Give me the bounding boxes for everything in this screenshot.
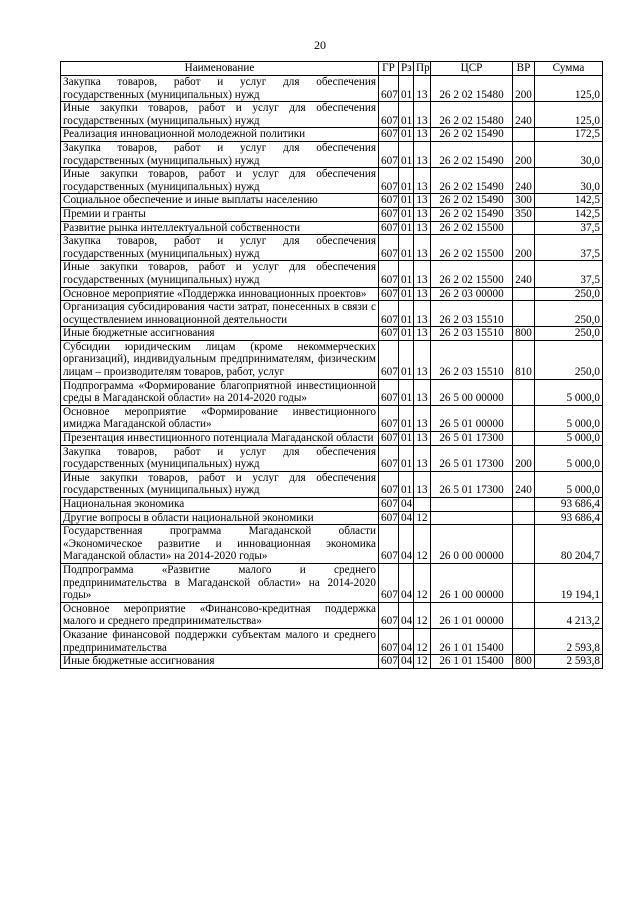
cell-csr: 26 2 02 15500 [431, 221, 513, 235]
cell-rz: 01 [399, 128, 414, 142]
cell-pr: 13 [414, 221, 431, 235]
cell-pr: 12 [414, 628, 431, 654]
cell-csr: 26 2 02 15480 [431, 102, 513, 128]
cell-vr: 800 [513, 655, 535, 669]
cell-vr [513, 628, 535, 654]
cell-sum: 37,5 [535, 261, 603, 287]
cell-csr: 26 0 00 00000 [431, 525, 513, 564]
cell-csr: 26 2 02 15480 [431, 76, 513, 102]
budget-table [60, 61, 603, 669]
cell-gr: 607 [379, 563, 399, 602]
cell-pr: 12 [414, 563, 431, 602]
cell-csr [431, 511, 513, 525]
cell-vr [513, 287, 535, 301]
cell-rz: 04 [399, 655, 414, 669]
cell-sum: 5 000,0 [535, 445, 603, 471]
cell-name: Социальное обеспечение и иные выплаты населению [61, 194, 379, 208]
column-header-csr: ЦСР [431, 62, 513, 76]
table-row [61, 128, 603, 142]
cell-csr [431, 498, 513, 512]
cell-pr: 12 [414, 602, 431, 628]
cell-csr: 26 2 02 15490 [431, 168, 513, 194]
cell-name: Государственная программа Магаданской области «Экономическое развитие и инновационная экономика Магаданской области» на 2014-2020 годы» [61, 525, 379, 564]
cell-gr: 607 [379, 602, 399, 628]
cell-sum: 80 204,7 [535, 525, 603, 564]
table-row [61, 141, 603, 167]
cell-csr: 26 5 00 00000 [431, 379, 513, 405]
cell-rz: 01 [399, 432, 414, 446]
cell-name: Закупка товаров, работ и услуг для обеспечения государственных (муниципальных) нужд [61, 76, 379, 102]
column-header-pr: Пр [414, 62, 431, 76]
column-header-vr: ВР [513, 62, 535, 76]
cell-vr [513, 525, 535, 564]
cell-csr: 26 2 03 15510 [431, 340, 513, 379]
cell-sum: 250,0 [535, 287, 603, 301]
cell-rz: 04 [399, 628, 414, 654]
cell-name: Национальная экономика [61, 498, 379, 512]
cell-name: Иные бюджетные ассигнования [61, 655, 379, 669]
cell-vr: 200 [513, 235, 535, 261]
cell-vr [513, 301, 535, 327]
cell-rz: 01 [399, 261, 414, 287]
cell-vr [513, 432, 535, 446]
cell-pr: 13 [414, 76, 431, 102]
cell-gr: 607 [379, 445, 399, 471]
cell-gr: 607 [379, 102, 399, 128]
cell-vr: 200 [513, 445, 535, 471]
cell-name: Оказание финансовой поддержки субъектам малого и среднего предпринимательства [61, 628, 379, 654]
column-header-rz: Рз [399, 62, 414, 76]
cell-name: Закупка товаров, работ и услуг для обеспечения государственных (муниципальных) нужд [61, 235, 379, 261]
cell-sum: 4 213,2 [535, 602, 603, 628]
cell-name: Иные закупки товаров, работ и услуг для обеспечения государственных (муниципальных) нужд [61, 102, 379, 128]
cell-pr: 12 [414, 525, 431, 564]
cell-csr: 26 1 01 00000 [431, 602, 513, 628]
cell-rz: 01 [399, 405, 414, 431]
cell-name: Иные закупки товаров, работ и услуг для обеспечения государственных (муниципальных) нужд [61, 261, 379, 287]
cell-gr: 607 [379, 261, 399, 287]
cell-csr: 26 2 02 15490 [431, 194, 513, 208]
table-row [61, 628, 603, 654]
cell-sum: 37,5 [535, 235, 603, 261]
cell-pr: 13 [414, 445, 431, 471]
cell-vr [513, 221, 535, 235]
cell-pr: 13 [414, 340, 431, 379]
cell-name: Иные закупки товаров, работ и услуг для обеспечения государственных (муниципальных) нужд [61, 168, 379, 194]
cell-pr: 13 [414, 102, 431, 128]
table-row [61, 655, 603, 669]
cell-vr: 240 [513, 261, 535, 287]
table-row [61, 235, 603, 261]
cell-gr: 607 [379, 301, 399, 327]
cell-vr: 300 [513, 194, 535, 208]
cell-rz: 01 [399, 194, 414, 208]
cell-gr: 607 [379, 76, 399, 102]
cell-gr: 607 [379, 511, 399, 525]
cell-rz: 01 [399, 221, 414, 235]
cell-rz: 01 [399, 141, 414, 167]
cell-pr: 13 [414, 194, 431, 208]
cell-rz: 01 [399, 301, 414, 327]
cell-sum: 250,0 [535, 301, 603, 327]
cell-vr [513, 498, 535, 512]
cell-rz: 01 [399, 102, 414, 128]
cell-gr: 607 [379, 525, 399, 564]
cell-vr [513, 563, 535, 602]
cell-gr: 607 [379, 194, 399, 208]
cell-rz: 01 [399, 168, 414, 194]
cell-csr: 26 5 01 17300 [431, 471, 513, 497]
cell-rz: 01 [399, 445, 414, 471]
cell-pr: 13 [414, 141, 431, 167]
cell-name: Другие вопросы в области национальной экономики [61, 511, 379, 525]
cell-rz: 01 [399, 340, 414, 379]
table-row [61, 498, 603, 512]
cell-sum: 93 686,4 [535, 511, 603, 525]
cell-vr [513, 379, 535, 405]
table-row [61, 261, 603, 287]
table-row [61, 221, 603, 235]
cell-pr: 12 [414, 655, 431, 669]
cell-vr: 200 [513, 76, 535, 102]
cell-sum: 2 593,8 [535, 655, 603, 669]
cell-csr: 26 2 02 15500 [431, 235, 513, 261]
table-row [61, 563, 603, 602]
cell-csr: 26 1 01 15400 [431, 655, 513, 669]
cell-sum: 93 686,4 [535, 498, 603, 512]
cell-gr: 607 [379, 405, 399, 431]
cell-rz: 01 [399, 207, 414, 221]
table-row [61, 340, 603, 379]
table-row [61, 327, 603, 341]
cell-name: Основное мероприятие «Поддержка инновационных проектов» [61, 287, 379, 301]
cell-gr: 607 [379, 128, 399, 142]
cell-vr [513, 602, 535, 628]
cell-pr: 13 [414, 287, 431, 301]
cell-gr: 607 [379, 628, 399, 654]
cell-sum: 5 000,0 [535, 405, 603, 431]
cell-csr: 26 1 00 00000 [431, 563, 513, 602]
cell-pr: 13 [414, 327, 431, 341]
cell-name: Подпрограмма «Развитие малого и среднего предпринимательства в Магаданской области» на 2014-2020 годы» [61, 563, 379, 602]
cell-rz: 01 [399, 327, 414, 341]
cell-name: Презентация инвестиционного потенциала Магаданской области [61, 432, 379, 446]
table-row [61, 432, 603, 446]
cell-name: Закупка товаров, работ и услуг для обеспечения государственных (муниципальных) нужд [61, 141, 379, 167]
cell-gr: 607 [379, 221, 399, 235]
cell-vr [513, 511, 535, 525]
table-row [61, 379, 603, 405]
cell-pr: 13 [414, 168, 431, 194]
cell-rz: 01 [399, 76, 414, 102]
cell-csr: 26 2 03 15510 [431, 327, 513, 341]
cell-csr: 26 2 02 15490 [431, 128, 513, 142]
cell-sum: 142,5 [535, 207, 603, 221]
cell-csr: 26 2 03 15510 [431, 301, 513, 327]
page-number: 20 [314, 38, 326, 52]
cell-pr: 13 [414, 261, 431, 287]
cell-sum: 142,5 [535, 194, 603, 208]
cell-rz: 04 [399, 498, 414, 512]
table-row [61, 76, 603, 102]
column-header-gr: ГР [379, 62, 399, 76]
cell-gr: 607 [379, 287, 399, 301]
cell-sum: 250,0 [535, 327, 603, 341]
table-row [61, 405, 603, 431]
cell-gr: 607 [379, 432, 399, 446]
cell-pr: 13 [414, 432, 431, 446]
cell-csr: 26 5 01 17300 [431, 445, 513, 471]
cell-gr: 607 [379, 141, 399, 167]
column-header-name: Наименование [61, 62, 379, 76]
table-row [61, 168, 603, 194]
cell-vr: 350 [513, 207, 535, 221]
cell-pr: 13 [414, 379, 431, 405]
cell-name: Субсидии юридическим лицам (кроме некоммерческих организаций), индивидуальным предпринимателям, физическим лицам – производителям товаров, работ, услуг [61, 340, 379, 379]
cell-sum: 30,0 [535, 141, 603, 167]
cell-pr: 13 [414, 405, 431, 431]
cell-name: Подпрограмма «Формирование благоприятной инвестиционной среды в Магаданской области» на 2014-2020 годы» [61, 379, 379, 405]
cell-sum: 5 000,0 [535, 471, 603, 497]
table-header-row [61, 62, 603, 76]
table-row [61, 301, 603, 327]
cell-vr: 200 [513, 141, 535, 167]
cell-sum: 125,0 [535, 76, 603, 102]
cell-vr: 240 [513, 471, 535, 497]
cell-sum: 5 000,0 [535, 379, 603, 405]
cell-pr: 13 [414, 207, 431, 221]
table-row [61, 445, 603, 471]
table-row [61, 525, 603, 564]
cell-vr: 240 [513, 168, 535, 194]
cell-vr: 800 [513, 327, 535, 341]
cell-gr: 607 [379, 379, 399, 405]
cell-rz: 01 [399, 379, 414, 405]
cell-gr: 607 [379, 498, 399, 512]
cell-gr: 607 [379, 340, 399, 379]
cell-rz: 01 [399, 287, 414, 301]
cell-rz: 01 [399, 471, 414, 497]
cell-gr: 607 [379, 168, 399, 194]
cell-sum: 172,5 [535, 128, 603, 142]
column-header-sum: Сумма [535, 62, 603, 76]
cell-vr: 810 [513, 340, 535, 379]
cell-name: Организация субсидирования части затрат, понесенных в связи с осуществлением инновационной деятельности [61, 301, 379, 327]
cell-sum: 5 000,0 [535, 432, 603, 446]
table-row [61, 471, 603, 497]
cell-sum: 37,5 [535, 221, 603, 235]
table-row [61, 207, 603, 221]
cell-gr: 607 [379, 655, 399, 669]
cell-sum: 125,0 [535, 102, 603, 128]
cell-rz: 04 [399, 525, 414, 564]
cell-vr [513, 405, 535, 431]
cell-gr: 607 [379, 327, 399, 341]
cell-name: Основное мероприятие «Формирование инвестиционного имиджа Магаданской области» [61, 405, 379, 431]
table-row [61, 194, 603, 208]
table-body [61, 76, 603, 669]
cell-pr: 13 [414, 301, 431, 327]
cell-pr: 12 [414, 511, 431, 525]
cell-name: Премии и гранты [61, 207, 379, 221]
cell-vr: 240 [513, 102, 535, 128]
table-row [61, 287, 603, 301]
cell-csr: 26 5 01 00000 [431, 405, 513, 431]
cell-csr: 26 5 01 17300 [431, 432, 513, 446]
cell-name: Иные закупки товаров, работ и услуг для обеспечения государственных (муниципальных) нужд [61, 471, 379, 497]
cell-pr [414, 498, 431, 512]
cell-sum: 2 593,8 [535, 628, 603, 654]
cell-csr: 26 1 01 15400 [431, 628, 513, 654]
cell-pr: 13 [414, 128, 431, 142]
table-row [61, 102, 603, 128]
cell-gr: 607 [379, 207, 399, 221]
cell-name: Реализация инновационной молодежной политики [61, 128, 379, 142]
cell-name: Иные бюджетные ассигнования [61, 327, 379, 341]
cell-rz: 04 [399, 563, 414, 602]
cell-csr: 26 2 03 00000 [431, 287, 513, 301]
cell-rz: 01 [399, 235, 414, 261]
cell-sum: 30,0 [535, 168, 603, 194]
cell-pr: 13 [414, 235, 431, 261]
cell-vr [513, 128, 535, 142]
cell-name: Основное мероприятие «Финансово-кредитная поддержка малого и среднего предпринимательства» [61, 602, 379, 628]
cell-gr: 607 [379, 235, 399, 261]
cell-name: Развитие рынка интеллектуальной собственности [61, 221, 379, 235]
table-row [61, 511, 603, 525]
cell-gr: 607 [379, 471, 399, 497]
cell-sum: 250,0 [535, 340, 603, 379]
cell-rz: 04 [399, 511, 414, 525]
cell-rz: 04 [399, 602, 414, 628]
cell-csr: 26 2 02 15490 [431, 141, 513, 167]
cell-csr: 26 2 02 15500 [431, 261, 513, 287]
cell-name: Закупка товаров, работ и услуг для обеспечения государственных (муниципальных) нужд [61, 445, 379, 471]
cell-sum: 19 194,1 [535, 563, 603, 602]
cell-pr: 13 [414, 471, 431, 497]
table-row [61, 602, 603, 628]
cell-csr: 26 2 02 15490 [431, 207, 513, 221]
